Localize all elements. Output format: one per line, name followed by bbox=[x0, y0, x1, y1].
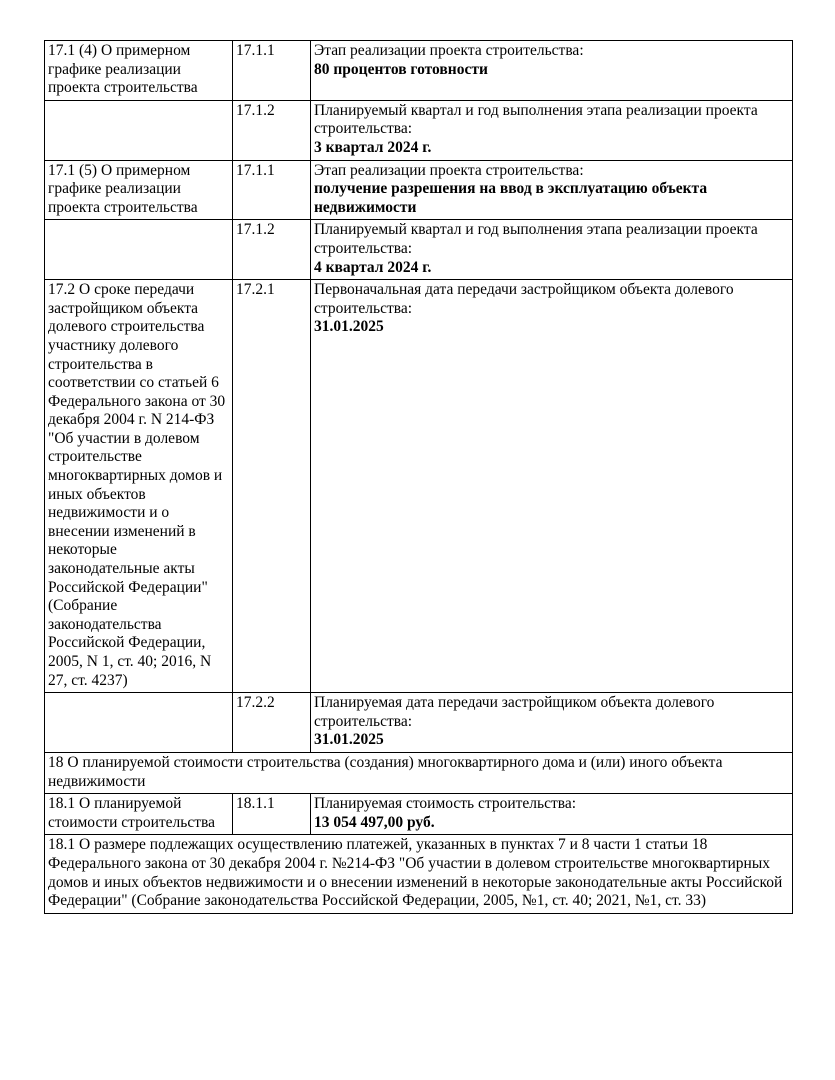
content-value: 80 процентов готовности bbox=[314, 60, 488, 78]
content-label: Планируемая дата передачи застройщиком объекта долевого строительства: bbox=[314, 694, 715, 730]
declaration-table-body bbox=[45, 41, 793, 914]
table-row bbox=[45, 693, 793, 753]
content-cell bbox=[311, 280, 793, 693]
content-value: 3 квартал 2024 г. bbox=[314, 138, 432, 156]
section-cell bbox=[45, 220, 233, 280]
content-value: 31.01.2025 bbox=[314, 318, 384, 336]
code-cell: 17.2.1 bbox=[233, 280, 311, 693]
content-cell bbox=[311, 693, 793, 753]
code-cell: 17.1.1 bbox=[233, 160, 311, 220]
table-row bbox=[45, 794, 793, 835]
section-cell: 18.1 О планируемой стоимости строительства bbox=[45, 794, 233, 835]
content-value: 4 квартал 2024 г. bbox=[314, 258, 432, 276]
content-label: Первоначальная дата передачи застройщиком объекта долевого строительства: bbox=[314, 281, 734, 317]
section-cell bbox=[45, 693, 233, 753]
code-cell: 18.1.1 bbox=[233, 794, 311, 835]
table-row bbox=[45, 160, 793, 220]
section-header-cell: 18.1 О размере подлежащих осуществлению платежей, указанных в пунктах 7 и 8 части 1 статьи 18 Федерального закона от 30 декабря 2004 г. №214-ФЗ "Об участии в долевом строительстве многоквартирных домов и иных объектов недвижимости и о внесении изменений в некоторые законодательные акты Российской Федерации" (Собрание законодательства Российской Федерации, 2005, №1, ст. 40; 2021, №1, ст. 33) bbox=[45, 835, 793, 913]
content-label: Планируемая стоимость строительства: bbox=[314, 795, 577, 813]
section-header-cell: 18 О планируемой стоимости строительства (создания) многоквартирного дома и (или) иного объекта недвижимости bbox=[45, 752, 793, 793]
content-label: Планируемый квартал и год выполнения этапа реализации проекта строительства: bbox=[314, 221, 758, 257]
section-cell: 17.1 (4) О примерном графике реализации проекта строительства bbox=[45, 41, 233, 101]
table-row bbox=[45, 280, 793, 693]
content-value: 13 054 497,00 руб. bbox=[314, 813, 435, 831]
table-row bbox=[45, 220, 793, 280]
section-cell bbox=[45, 100, 233, 160]
content-cell bbox=[311, 220, 793, 280]
content-cell bbox=[311, 100, 793, 160]
content-label: Этап реализации проекта строительства: bbox=[314, 42, 584, 59]
content-cell bbox=[311, 794, 793, 835]
content-value: получение разрешения на ввод в эксплуатацию объекта недвижимости bbox=[314, 180, 708, 216]
table-row bbox=[45, 100, 793, 160]
code-cell: 17.1.1 bbox=[233, 41, 311, 101]
table-row bbox=[45, 752, 793, 793]
content-label: Планируемый квартал и год выполнения этапа реализации проекта строительства: bbox=[314, 101, 758, 138]
table-row bbox=[45, 41, 793, 101]
content-cell bbox=[311, 41, 793, 101]
table-row bbox=[45, 835, 793, 913]
content-value: 31.01.2025 bbox=[314, 731, 384, 749]
content-cell bbox=[311, 160, 793, 220]
content-label: Этап реализации проекта строительства: bbox=[314, 161, 584, 179]
section-cell: 17.2 О сроке передачи застройщиком объекта долевого строительства участнику долевого строительства в соответствии со статьей 6 Федерального закона от 30 декабря 2004 г. N 214-ФЗ "Об участии в долевом строительстве многоквартирных домов и иных объектов недвижимости и о внесении изменений в некоторые законодательные акты Российской Федерации" (Собрание законодательства Российской Федерации, 2005, N 1, ст. 40; 2016, N 27, ст. 4237) bbox=[45, 280, 233, 693]
section-cell: 17.1 (5) О примерном графике реализации проекта строительства bbox=[45, 160, 233, 220]
code-cell: 17.2.2 bbox=[233, 693, 311, 753]
code-cell: 17.1.2 bbox=[233, 220, 311, 280]
declaration-table bbox=[44, 40, 793, 914]
code-cell: 17.1.2 bbox=[233, 100, 311, 160]
